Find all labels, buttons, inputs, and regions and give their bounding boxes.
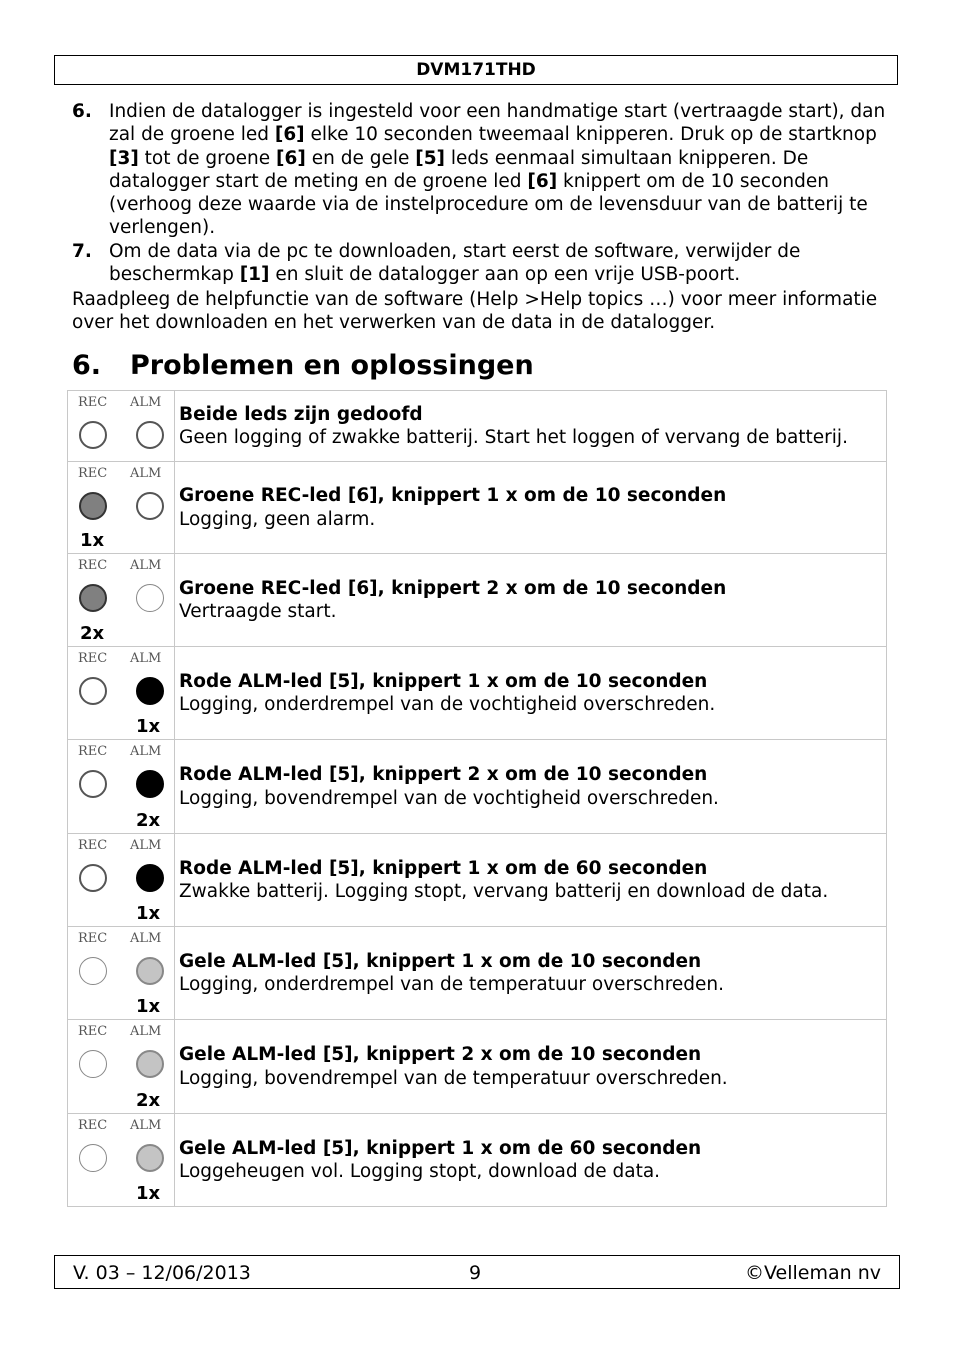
step-text-segment: knippert om de 10 seconden (verhoog deze waarde via de instelprocedure om de levensduur van de batterij te verlengen). (109, 170, 868, 239)
alm-label: ALM (130, 558, 162, 573)
row-title: Gele ALM-led [5], knippert 2 x om de 10 seconden (179, 1044, 702, 1066)
alm-led-yellow-icon (136, 1050, 164, 1078)
row-title: Rode ALM-led [5], knippert 1 x om de 10 seconden (179, 670, 708, 692)
step-text-segment: leds eenmaal simultaan knipperen. De datalogger start de meting en de groene led (109, 147, 809, 192)
description-cell (175, 554, 887, 647)
step-reference: [6] (527, 170, 558, 192)
rec-label: REC (78, 395, 108, 410)
row-description: Geen logging of zwakke batterij. Start het loggen of vervang de batterij. (179, 427, 848, 448)
row-title: Gele ALM-led [5], knippert 1 x om de 60 seconden (179, 1137, 702, 1159)
rec-led-off-icon (79, 421, 107, 449)
rec-label: REC (78, 1118, 108, 1133)
table-row (68, 1114, 887, 1207)
table-row (68, 391, 887, 462)
row-description: Logging, bovendrempel van de vochtigheid overschreden. (179, 787, 719, 809)
alm-label: ALM (130, 744, 162, 759)
description-cell (175, 927, 887, 1020)
section-number: 6. (72, 350, 102, 381)
alm-label: ALM (130, 651, 162, 666)
rec-led-green-icon (79, 584, 107, 612)
row-description: Logging, bovendrempel van de temperatuur overschreden. (179, 1067, 728, 1089)
footer-page-number: 9 (469, 1262, 482, 1284)
alm-label: ALM (130, 466, 162, 481)
description-cell (175, 647, 887, 740)
led-indicator-cell (68, 462, 175, 554)
table-row (68, 647, 887, 740)
alm-label: ALM (130, 931, 162, 946)
led-indicator-cell (68, 647, 175, 740)
alm-label: ALM (130, 1024, 162, 1039)
description-cell (175, 834, 887, 927)
blink-count: 2x (80, 623, 105, 644)
help-paragraph: Raadpleeg de helpfunctie van de software (Help >Help topics …) voor meer informatie over het downloaden en het verwerken van de data in de datalogger. (72, 289, 878, 334)
step-text (109, 100, 892, 240)
description-cell (175, 391, 887, 462)
rec-label: REC (78, 1024, 108, 1039)
rec-led-off-light-icon (79, 1144, 107, 1172)
step-number: 7. (72, 240, 92, 262)
rec-led-off-icon (79, 864, 107, 892)
alm-led-off-icon (136, 421, 164, 449)
description-cell (175, 740, 887, 834)
alm-led-yellow-icon (136, 1144, 164, 1172)
blink-count: 2x (136, 1090, 161, 1111)
step-text-segment: elke 10 seconden tweemaal knipperen. Druk op de startknop (304, 124, 877, 146)
row-description: Logging, onderdrempel van de temperatuur overschreden. (179, 974, 725, 995)
alm-label: ALM (130, 838, 162, 853)
table-row (68, 1020, 887, 1114)
step-text (109, 240, 892, 287)
blink-count: 1x (80, 530, 105, 551)
row-title: Groene REC-led [6], knippert 2 x om de 10 seconden (179, 577, 727, 599)
description-cell (175, 1020, 887, 1114)
row-description: Zwakke batterij. Logging stopt, vervang batterij en download de data. (179, 881, 829, 902)
led-indicator-cell (68, 391, 175, 462)
rec-label: REC (78, 558, 108, 573)
step-reference: [6] (274, 124, 305, 146)
led-indicator-cell (68, 740, 175, 834)
alm-led-red-icon (136, 864, 164, 892)
row-title: Rode ALM-led [5], knippert 1 x om de 60 seconden (179, 857, 708, 879)
step-number: 6. (72, 101, 92, 122)
led-indicator-cell (68, 834, 175, 927)
step-reference: [5] (415, 147, 446, 169)
alm-led-red-icon (136, 770, 164, 798)
footer-copyright: ©Velleman nv (745, 1262, 881, 1284)
led-indicator-cell (68, 927, 175, 1020)
step-reference: [1] (239, 264, 270, 286)
rec-label: REC (78, 651, 108, 666)
step-text-segment: tot de groene (138, 147, 277, 169)
section-heading (72, 350, 534, 381)
rec-led-off-light-icon (79, 957, 107, 985)
step-text-segment: Indien de datalogger is ingesteld voor een handmatige start (vertraagde start), dan zal de groene led (109, 101, 886, 146)
led-indicator-cell (68, 1020, 175, 1114)
alm-led-red-icon (136, 677, 164, 705)
alm-label: ALM (130, 395, 162, 410)
table-row (68, 740, 887, 834)
row-description: Vertraagde start. (179, 601, 337, 622)
blink-count: 1x (136, 903, 161, 924)
rec-label: REC (78, 838, 108, 853)
page-header (54, 55, 898, 85)
blink-count: 1x (136, 716, 161, 737)
step-text-segment: en sluit de datalogger aan op een vrije USB-poort. (269, 264, 741, 286)
row-title: Gele ALM-led [5], knippert 1 x om de 10 seconden (179, 950, 702, 972)
step-item (72, 100, 892, 240)
led-indicator-cell (68, 1114, 175, 1207)
footer-version: V. 03 – 12/06/2013 (73, 1262, 251, 1284)
rec-label: REC (78, 744, 108, 759)
row-description: Loggeheugen vol. Logging stopt, download de data. (179, 1161, 661, 1182)
alm-label: ALM (130, 1118, 162, 1133)
alm-led-yellow-icon (136, 957, 164, 985)
description-cell (175, 462, 887, 554)
step-text-segment: en de gele (305, 147, 416, 169)
step-reference: [6] (276, 147, 306, 169)
step-reference: [3] (109, 147, 139, 169)
rec-led-off-icon (79, 770, 107, 798)
rec-label: REC (78, 466, 108, 481)
row-title: Beide leds zijn gedoofd (179, 403, 423, 425)
rec-led-off-icon (79, 677, 107, 705)
table-row (68, 834, 887, 927)
numbered-steps (72, 100, 892, 286)
header-title: DVM171THD (416, 60, 536, 80)
table-row (68, 462, 887, 554)
table-row (68, 927, 887, 1020)
led-indicator-cell (68, 554, 175, 647)
rec-led-off-light-icon (79, 1050, 107, 1078)
troubleshooting-table (67, 390, 887, 1207)
step-text-segment: Om de data via de pc te downloaden, start eerst de software, verwijder de beschermkap (109, 240, 801, 286)
row-description: Logging, onderdrempel van de vochtigheid overschreden. (179, 694, 716, 715)
alm-led-off-light-icon (136, 584, 164, 612)
blink-count: 2x (136, 810, 161, 831)
blink-count: 1x (136, 996, 161, 1017)
row-title: Rode ALM-led [5], knippert 2 x om de 10 seconden (179, 764, 708, 786)
alm-led-off-icon (136, 492, 164, 520)
blink-count: 1x (136, 1183, 161, 1204)
table-row (68, 554, 887, 647)
step-item (72, 240, 892, 287)
row-description: Logging, geen alarm. (179, 508, 376, 530)
rec-label: REC (78, 931, 108, 946)
rec-led-green-icon (79, 492, 107, 520)
description-cell (175, 1114, 887, 1207)
page-footer (54, 1255, 900, 1289)
section-title: Problemen en oplossingen (130, 350, 534, 381)
row-title: Groene REC-led [6], knippert 1 x om de 10 seconden (179, 485, 727, 507)
